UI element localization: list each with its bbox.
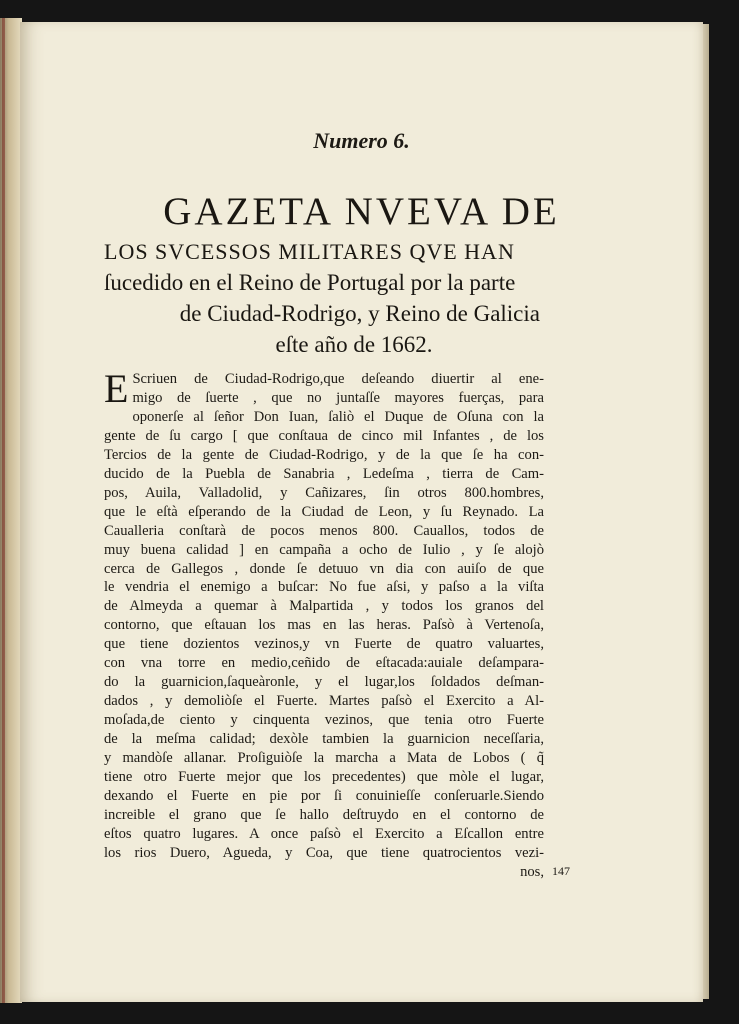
text-line: con vna torre en medio,ceñido de eſtacada:auiale deſampara- — [104, 655, 544, 672]
text-line: que le eſtà eſperando de la Ciudad de Leon, y ſu Reynado. La — [104, 503, 544, 520]
text-line: eſtos quatro lugares. A once paſsò el Exercito a Eſcallon entre — [104, 825, 544, 842]
text-line: y mandòſe allanar. Proſiguiòſe la marcha a Mata de Lobos ( q̃ — [104, 750, 544, 767]
subtitle-line: LOS SVCESSOS MILITARES QVE HAN — [104, 239, 515, 264]
text-line: migo de ſuerte , que no juntaſſe mayores fuerças, para — [132, 389, 544, 406]
text-line: muy buena calidad ] en campaña a ocho de Iulio , y ſe alojò — [104, 541, 544, 558]
book-page — [20, 22, 703, 1002]
text-line: oponerſe al ſeñor Don Iuan, ſaliò el Duque de Oſuna con la — [132, 408, 544, 425]
text-line: de la meſma calidad; dexòle tambien la guarnicion neceſſaria, — [104, 731, 544, 748]
text-line: gente de ſu cargo [ que conſtaua de cinco mil Infantes , de los — [104, 427, 544, 444]
article-body — [104, 366, 544, 882]
subtitle-line: de Ciudad-Rodrigo, y Reino de Galicia — [179, 301, 540, 326]
text-line: pos, Auila, Valladolid, y Cañizares, ſin otros 800.hombres, — [104, 484, 544, 501]
subtitle-line: ſucedido en el Reino de Portugal por la parte — [104, 270, 516, 295]
text-line: Caualleria conſtarà de pocos menos 800. Cauallos, todos de — [104, 522, 544, 539]
issue-number: Numero 6. — [313, 128, 410, 153]
text-line: tiene otro Fuerte mejor que los precedentes) que mòle el lugar, — [104, 769, 544, 786]
text-line: dexando el Fuerte en pie por ſi conuinieſſe conſeruarle.Siendo — [104, 787, 544, 804]
drop-cap: E — [104, 366, 129, 411]
text-line: que tiene dozientos vezinos,y vn Fuerte de quatro valuartes, — [104, 636, 544, 653]
text-line: Scriuen de Ciudad-Rodrigo,que deſeando diuertir al ene- — [132, 371, 544, 387]
gazette-subtitle — [104, 236, 544, 360]
catchword: nos, — [520, 863, 544, 880]
text-line: moſada,de ciento y cinquenta vezinos, que tenia otro Fuerte — [104, 712, 544, 729]
gazette-title: GAZETA NVEVA DE — [163, 190, 560, 233]
subtitle-line: eſte año de 1662. — [275, 332, 433, 357]
text-line: ducido de la Puebla de Sanabria , Ledeſma , tierra de Cam- — [104, 465, 544, 482]
text-line: dados , y demoliòſe el Fuerte. Martes paſsò el Exercito a Al- — [104, 693, 544, 710]
text-line: do la guarnicion,ſaqueàronle, y el lugar,los ſoldados deſman- — [104, 674, 544, 691]
text-line: los rios Duero, Agueda, y Coa, que tiene quatrocientos vezi- — [104, 844, 544, 861]
text-line: le vendria el enemigo a buſcar: No fue aſsi, y paſso a la viſta — [104, 579, 544, 596]
text-line: contorno, que eſtauan los mas en las heras. Paſsò à Vertenoſa, — [104, 617, 544, 634]
text-line: Tercios de la gente de Ciudad-Rodrigo, y de la que ſe ha con- — [104, 446, 544, 463]
text-line: increible el grano que ſe hallo deſtruydo en el contorno de — [104, 806, 544, 823]
adjacent-page-edge — [0, 18, 22, 1003]
text-line: cerca de Gallegos , donde ſe detuuo vn dia con auiſo de que — [104, 560, 544, 577]
text-line: de Almeyda a quemar à Malpartida , y todos los granos del — [104, 598, 544, 615]
page-number: 147 — [552, 864, 570, 878]
